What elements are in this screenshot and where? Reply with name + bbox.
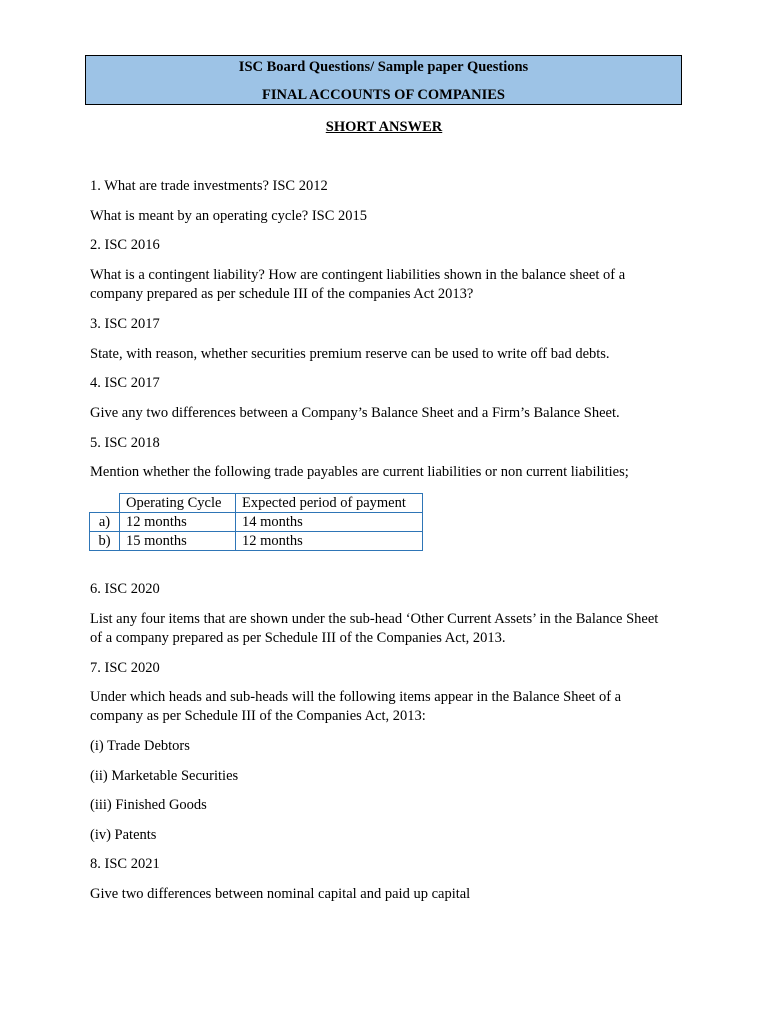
question-4-text: Give any two differences between a Company’s Balance Sheet and a Firm’s Balance Sheet. xyxy=(90,405,620,421)
question-8-heading: 8. ISC 2021 xyxy=(90,856,160,872)
question-5-heading: 5. ISC 2018 xyxy=(90,435,160,451)
table-corner-cell xyxy=(90,494,120,513)
question-7-item-iii: (iii) Finished Goods xyxy=(90,797,207,813)
table-header-cell: Expected period of payment xyxy=(236,494,423,513)
question-2-text: What is a contingent liability? How are contingent liabilities shown in the balance sheet of a company prepared as per schedule III of the companies Act 2013? xyxy=(90,267,626,302)
header-subtitle: FINAL ACCOUNTS OF COMPANIES xyxy=(262,87,505,103)
question-7-item-iv: (iv) Patents xyxy=(90,827,157,843)
question-3-text: State, with reason, whether securities premium reserve can be used to write off bad debts. xyxy=(90,346,610,362)
question-5-text: Mention whether the following trade payables are current liabilities or non current liabilities; xyxy=(90,464,629,480)
question-4-heading: 4. ISC 2017 xyxy=(90,375,160,391)
section-title: SHORT ANSWER xyxy=(325,119,443,135)
table-cell: 12 months xyxy=(236,532,423,551)
question-3-heading: 3. ISC 2017 xyxy=(90,316,160,332)
header-box xyxy=(85,55,682,105)
table-header-row xyxy=(90,494,423,513)
question-1b: What is meant by an operating cycle? ISC 2015 xyxy=(90,208,368,224)
table-cell: 12 months xyxy=(120,513,236,532)
question-7-text: Under which heads and sub-heads will the following items appear in the Balance Sheet of a company as per Schedule III of the Companies Act, 2013: xyxy=(90,689,622,724)
question-7-heading: 7. ISC 2020 xyxy=(90,660,160,676)
question-8-text: Give two differences between nominal capital and paid up capital xyxy=(90,886,471,902)
trade-payables-table xyxy=(89,493,423,551)
question-2-heading: 2. ISC 2016 xyxy=(90,237,160,253)
row-label: b) xyxy=(90,532,120,551)
question-7-item-ii: (ii) Marketable Securities xyxy=(90,768,239,784)
table-row xyxy=(90,532,423,551)
question-6-text: List any four items that are shown under the sub-head ‘Other Current Assets’ in the Balance Sheet of a company prepared as per Schedule III of the Companies Act, 2013. xyxy=(90,611,659,646)
question-1: 1. What are trade investments? ISC 2012 xyxy=(90,178,328,194)
table-header-cell: Operating Cycle xyxy=(120,494,236,513)
question-6-heading: 6. ISC 2020 xyxy=(90,581,160,597)
row-label: a) xyxy=(90,513,120,532)
table-row xyxy=(90,513,423,532)
question-7-item-i: (i) Trade Debtors xyxy=(90,738,190,754)
table-cell: 15 months xyxy=(120,532,236,551)
table-cell: 14 months xyxy=(236,513,423,532)
header-title: ISC Board Questions/ Sample paper Questions xyxy=(238,59,529,75)
